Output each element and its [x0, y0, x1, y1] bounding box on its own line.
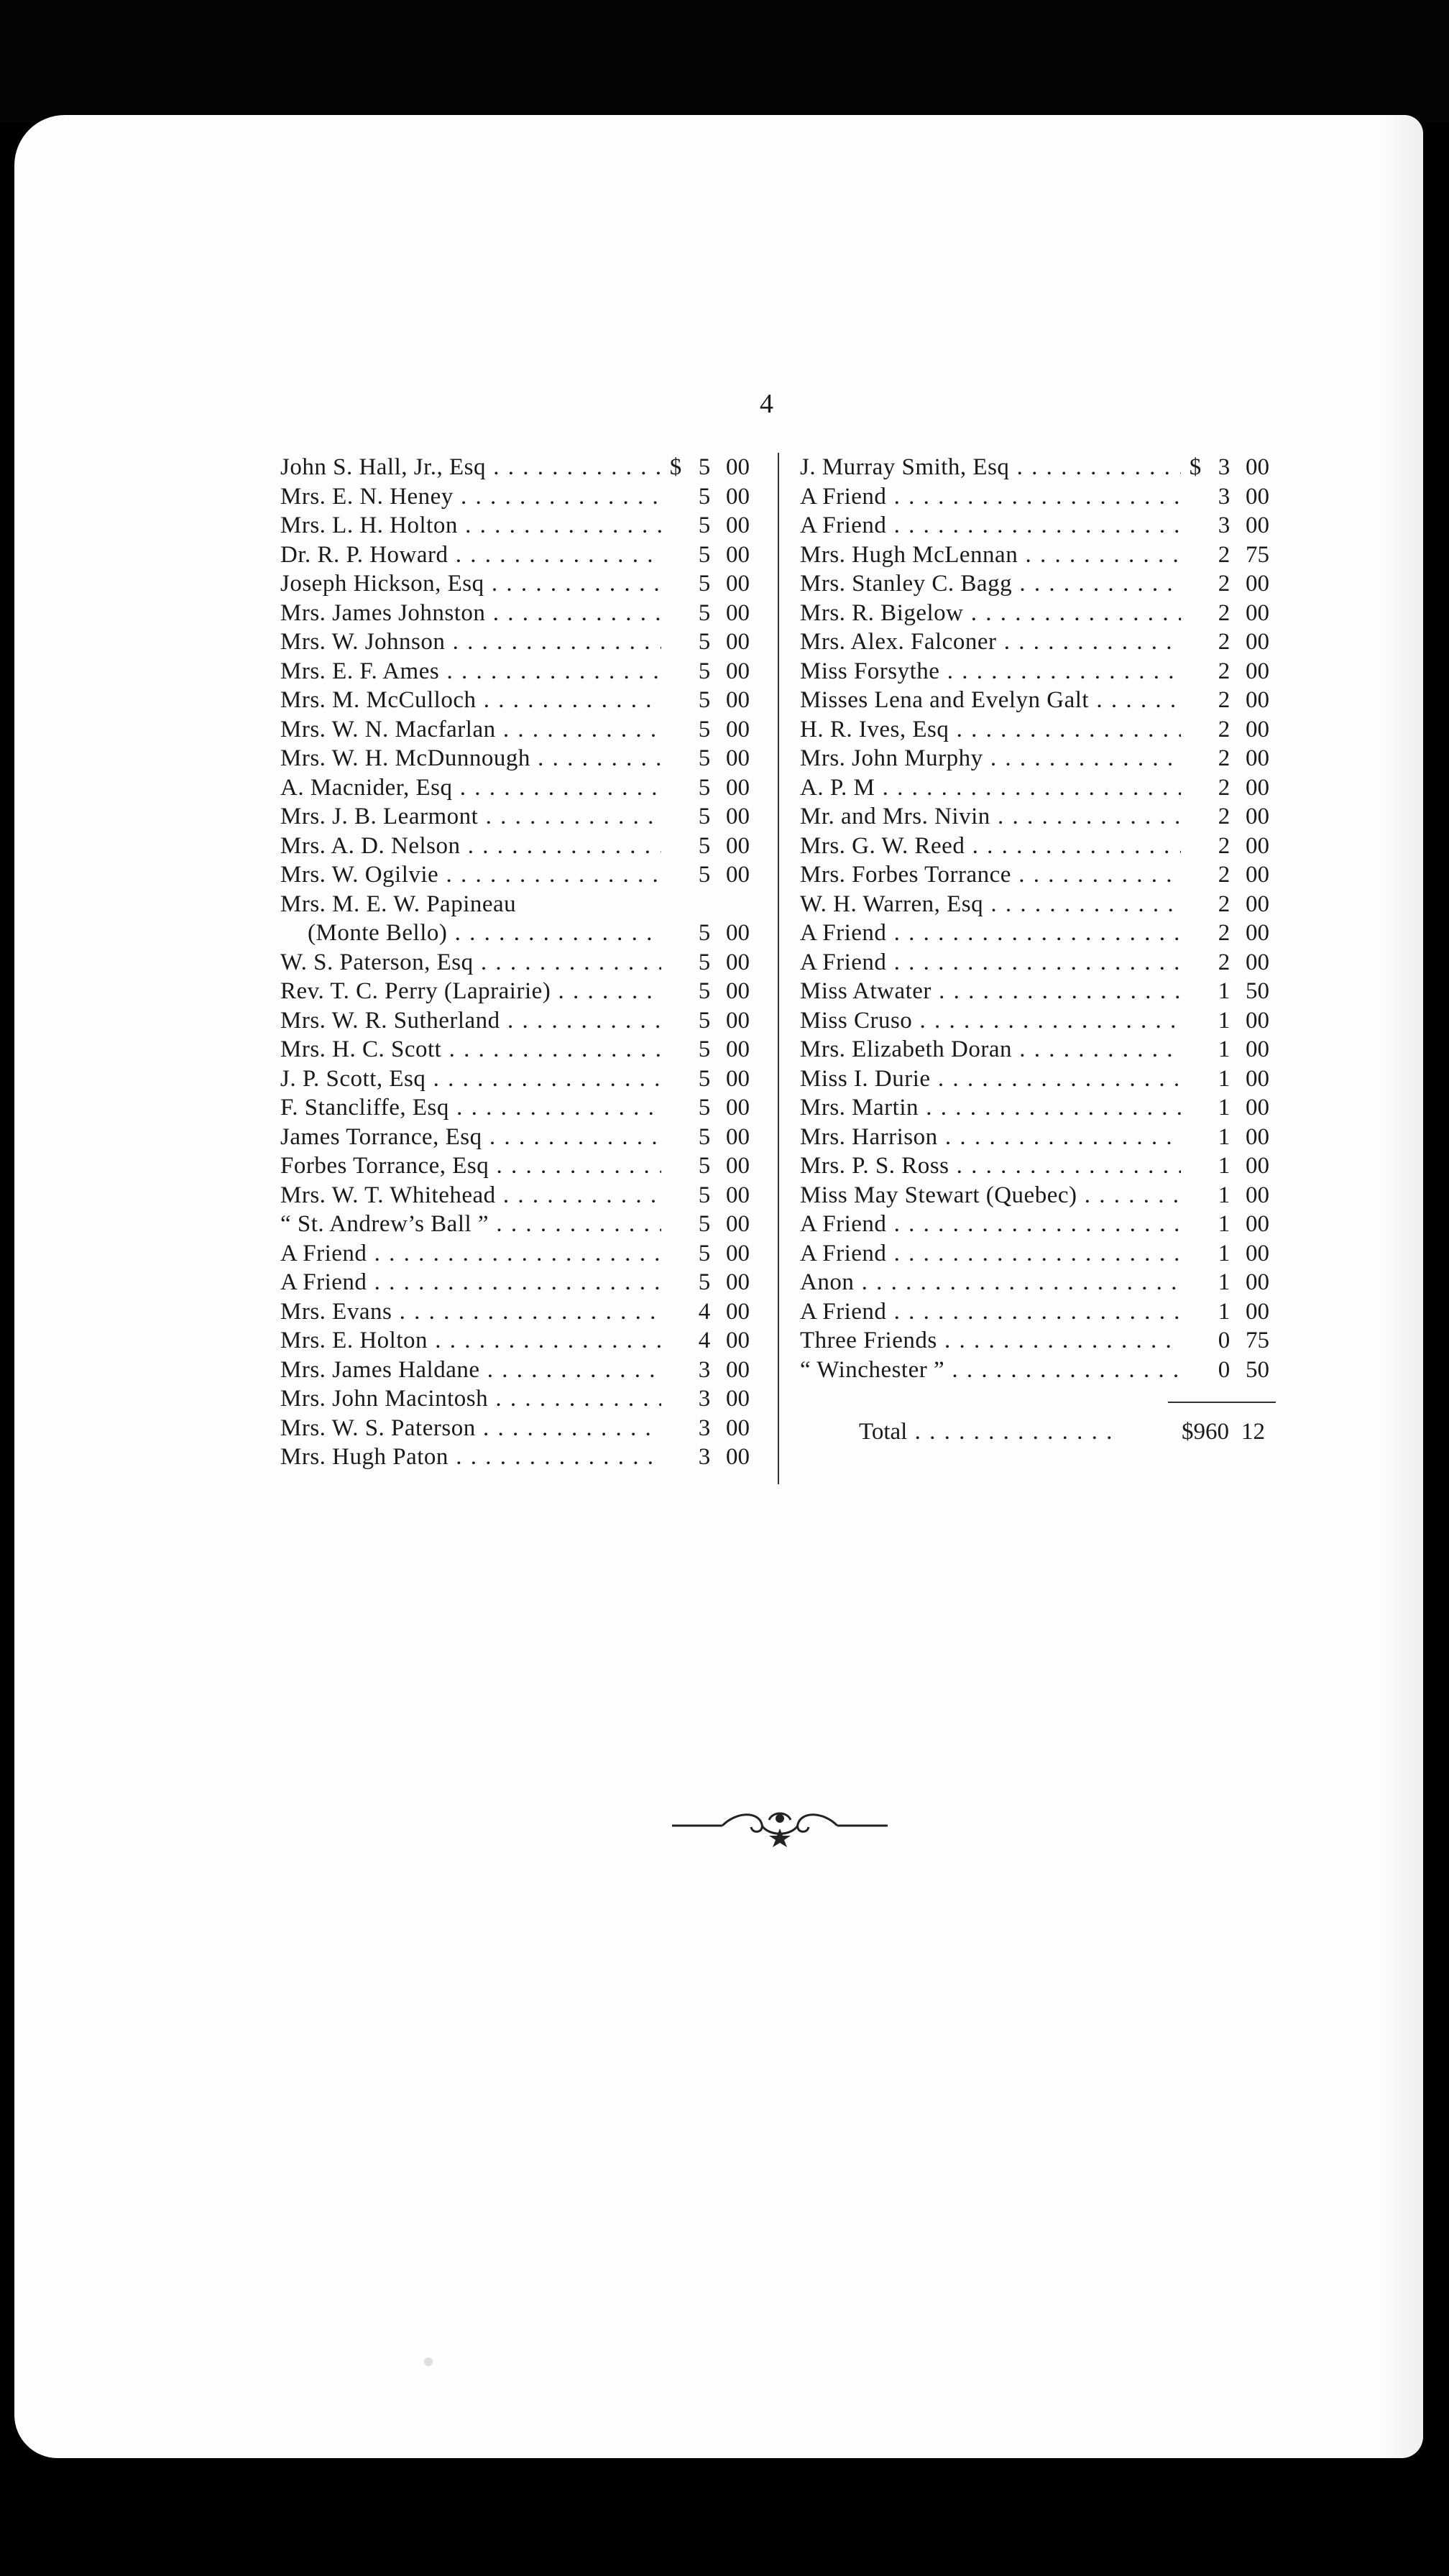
donor-name: A Friend . . .: [800, 511, 1181, 540]
amount-cents: 00: [726, 1182, 750, 1208]
amount-dollars: 2: [1218, 804, 1230, 829]
donation-row: [280, 1151, 760, 1181]
amount-cents: 00: [726, 1356, 750, 1383]
donor-name: Mrs. Hugh McLennan . . .: [800, 540, 1181, 570]
amount-dollars: 1: [1218, 1269, 1230, 1295]
amount-dollars: 5: [698, 483, 711, 510]
donor-name: Dr. R. P. Howard . . .: [280, 540, 661, 570]
flourish-ornament-icon: [672, 1804, 888, 1847]
donation-row: [280, 511, 760, 540]
donation-row: [800, 715, 1280, 745]
donation-row: [800, 569, 1280, 599]
donation-row: [800, 453, 1280, 482]
donation-row: [280, 686, 760, 715]
total-label: Total . . .: [859, 1419, 1113, 1445]
donation-row: [800, 511, 1280, 540]
amount-cents: 75: [1246, 541, 1269, 568]
donation-row: [800, 1297, 1280, 1327]
donor-name: Mrs. G. W. Reed . . .: [800, 832, 1181, 861]
amount-dollars: 5: [698, 512, 711, 538]
donation-row: [280, 802, 760, 832]
donor-name: Mrs. W. T. Whitehead . . .: [280, 1181, 661, 1210]
donor-name: Misses Lena and Evelyn Galt . . .: [800, 686, 1181, 715]
donation-row: [280, 948, 760, 978]
amount-dollars: 4: [698, 1328, 711, 1353]
amount-dollars: 5: [698, 1036, 711, 1062]
donor-name: Miss Cruso . . .: [800, 1006, 1181, 1036]
donation-row: [800, 1064, 1280, 1094]
amount-cents: 00: [1246, 1007, 1269, 1034]
amount-cents: 00: [726, 1386, 750, 1412]
donation-row: [800, 1268, 1280, 1297]
amount-cents: 00: [1246, 1095, 1269, 1121]
donor-name: Mrs. Harrison . . .: [800, 1123, 1181, 1152]
amount-dollars: 1: [1218, 1153, 1230, 1179]
donor-name: Mrs. James Johnston . . .: [280, 599, 661, 628]
amount-dollars: 2: [1218, 745, 1230, 771]
donation-row: [280, 569, 760, 599]
amount-cents: 00: [726, 774, 750, 801]
amount-dollars: 1: [1218, 978, 1230, 1004]
amount-cents: 00: [1246, 571, 1269, 597]
donation-row: [800, 832, 1280, 861]
amount-cents: 00: [726, 1298, 750, 1325]
donor-name: Anon . . .: [800, 1268, 1181, 1297]
donation-row: [800, 1123, 1280, 1152]
amount-cents: 00: [726, 512, 750, 538]
donation-row: [800, 773, 1280, 803]
amount-cents: 00: [1246, 891, 1269, 917]
amount-dollars: 2: [1218, 687, 1230, 713]
amount-dollars: 5: [698, 978, 711, 1004]
amount-cents: 00: [726, 1036, 750, 1062]
donor-name: “ St. Andrew’s Ball ” . . .: [280, 1210, 661, 1239]
amount-cents: 00: [1246, 1036, 1269, 1062]
amount-dollars: 0: [1218, 1328, 1230, 1353]
donor-name: A Friend . . .: [800, 1210, 1181, 1239]
donor-name: Mrs. Elizabeth Doran . . .: [800, 1035, 1181, 1064]
donation-row: [800, 1356, 1280, 1385]
amount-cents: 00: [1246, 804, 1269, 829]
amount-cents: 00: [726, 1240, 750, 1266]
amount-cents: 00: [726, 745, 750, 771]
donor-name: Mrs. L. H. Holton . . .: [280, 511, 661, 540]
amount-cents: 00: [1246, 454, 1269, 480]
donor-name: Miss May Stewart (Quebec) . . .: [800, 1181, 1181, 1210]
amount-cents: 00: [1246, 1123, 1269, 1150]
amount-dollars: 5: [698, 832, 711, 859]
amount-dollars: 5: [698, 1007, 711, 1034]
amount-dollars: 2: [1218, 832, 1230, 859]
amount-cents: 00: [1246, 745, 1269, 771]
amount-cents: 00: [726, 599, 750, 626]
amount-dollars: 5: [698, 774, 711, 801]
donor-name: A. P. M . . .: [800, 773, 1181, 803]
amount-cents: 00: [1246, 1298, 1269, 1325]
donor-name: Mrs. Martin . . .: [800, 1093, 1181, 1123]
amount-dollars: 5: [698, 716, 711, 742]
amount-cents: 00: [1246, 862, 1269, 888]
donation-row: [280, 1384, 760, 1414]
amount-cents: 50: [1246, 978, 1269, 1004]
donation-row: [800, 1239, 1280, 1269]
donation-row: [800, 890, 1280, 919]
amount-cents: 00: [726, 949, 750, 975]
donor-name: Mrs. J. B. Learmont . . .: [280, 802, 661, 832]
amount-dollars: 2: [1218, 862, 1230, 888]
amount-dollars: 5: [698, 745, 711, 771]
amount-cents: 00: [726, 1007, 750, 1034]
donation-row: [280, 657, 760, 686]
donor-name: Three Friends . . .: [800, 1326, 1181, 1356]
donation-row: [280, 1297, 760, 1327]
amount-cents: 00: [726, 687, 750, 713]
donor-name: A Friend . . .: [800, 948, 1181, 978]
amount-dollars: 4: [698, 1298, 711, 1325]
amount-dollars: 2: [1218, 949, 1230, 975]
amount-dollars: 5: [698, 920, 711, 946]
amount-dollars: 1: [1218, 1007, 1230, 1034]
amount-cents: 00: [726, 571, 750, 597]
donation-row: [280, 1210, 760, 1239]
donor-name: Mrs. W. N. Macfarlan . . .: [280, 715, 661, 745]
amount-dollars: 2: [1218, 629, 1230, 655]
donor-name: J. P. Scott, Esq . . .: [280, 1064, 661, 1094]
amount-cents: 00: [1246, 687, 1269, 713]
amount-dollars: 3: [698, 1356, 711, 1383]
amount-cents: 00: [1246, 949, 1269, 975]
amount-cents: 00: [1246, 1182, 1269, 1208]
donation-row: [280, 453, 760, 482]
donation-row: [800, 1006, 1280, 1036]
amount-dollars: 1: [1218, 1095, 1230, 1121]
donation-row: [800, 599, 1280, 628]
total-rule: [1168, 1402, 1276, 1403]
donor-name: Mrs. P. S. Ross . . .: [800, 1151, 1181, 1181]
amount-dollars: 3: [1218, 512, 1230, 538]
amount-cents: 00: [1246, 483, 1269, 510]
donation-row: [280, 832, 760, 861]
amount-dollars: 3: [698, 1414, 711, 1441]
donor-name: Mrs. W. S. Paterson . . .: [280, 1414, 661, 1443]
amount-dollars: 5: [698, 1153, 711, 1179]
amount-dollars: 1: [1218, 1065, 1230, 1092]
donation-row: [280, 1268, 760, 1297]
donor-name: Miss Atwater . . .: [800, 977, 1181, 1006]
donation-row: [280, 715, 760, 745]
donation-row: [280, 1123, 760, 1152]
donation-row: [800, 977, 1280, 1006]
donation-row: [800, 1181, 1280, 1210]
donor-name: Miss I. Durie . . .: [800, 1064, 1181, 1094]
amount-dollars: 5: [698, 1269, 711, 1295]
donor-name: H. R. Ives, Esq . . .: [800, 715, 1181, 745]
donation-row: [280, 482, 760, 512]
amount-cents: 00: [726, 1065, 750, 1092]
donation-row: [800, 1035, 1280, 1064]
amount-cents: 00: [1246, 920, 1269, 946]
donation-row: [280, 1356, 760, 1385]
donor-name: Mrs. James Haldane . . .: [280, 1356, 661, 1385]
donation-row: [800, 686, 1280, 715]
amount-cents: 00: [726, 629, 750, 655]
donation-row: [280, 773, 760, 803]
amount-cents: 00: [726, 541, 750, 568]
donor-name: Mrs. Hugh Paton . . .: [280, 1443, 661, 1472]
subscriber-list-right: [800, 453, 1280, 1384]
donation-row: [280, 860, 760, 890]
donor-name: Mrs. M. McCulloch . . .: [280, 686, 661, 715]
donation-row: [800, 540, 1280, 570]
donation-row: [280, 1006, 760, 1036]
donor-name: Mrs. E. N. Heney . . .: [280, 482, 661, 512]
donation-row: [280, 1326, 760, 1356]
donor-name: A Friend . . .: [280, 1268, 661, 1297]
donation-row: [800, 1210, 1280, 1239]
amount-dollars: 2: [1218, 716, 1230, 742]
donor-name: F. Stancliffe, Esq . . .: [280, 1093, 661, 1123]
donation-row: [280, 1035, 760, 1064]
subscriber-list-left: [280, 453, 760, 1472]
donor-name: A Friend . . .: [800, 482, 1181, 512]
amount-dollars: 2: [1218, 891, 1230, 917]
donor-name: Miss Forsythe . . .: [800, 657, 1181, 686]
amount-dollars: 5: [698, 599, 711, 626]
amount-dollars: 5: [698, 1065, 711, 1092]
amount-cents: 00: [1246, 629, 1269, 655]
donor-name: J. Murray Smith, Esq . . .: [800, 453, 1181, 482]
donor-name: A Friend . . .: [800, 1297, 1181, 1327]
donor-name: (Monte Bello) . . .: [308, 919, 661, 948]
donation-row: [800, 657, 1280, 686]
page-edge-shadow: [1380, 115, 1423, 2458]
donation-row: [800, 744, 1280, 773]
donor-name: Mrs. John Murphy . . .: [800, 744, 1181, 773]
donation-row: [280, 977, 760, 1006]
amount-cents: 00: [1246, 1269, 1269, 1295]
total-cents: 12: [1241, 1419, 1265, 1445]
donor-name: Mrs. W. Ogilvie . . .: [280, 860, 661, 890]
total-row: [859, 1417, 1283, 1446]
amount-dollars: 2: [1218, 774, 1230, 801]
donor-name: Mrs. Stanley C. Bagg . . .: [800, 569, 1181, 599]
amount-cents: 00: [1246, 1065, 1269, 1092]
column-divider: [778, 453, 779, 1484]
amount-cents: 00: [726, 1414, 750, 1441]
amount-cents: 75: [1246, 1328, 1269, 1353]
amount-dollars: 3: [698, 1444, 711, 1470]
donor-name: John S. Hall, Jr., Esq . . .: [280, 453, 661, 482]
amount-cents: 00: [726, 483, 750, 510]
donation-row: [280, 1239, 760, 1269]
donation-row: [800, 482, 1280, 512]
donation-row: [800, 860, 1280, 890]
donation-row: [280, 919, 760, 948]
donation-row: [280, 1093, 760, 1123]
donation-row: [280, 890, 760, 919]
donor-name: Mrs. Forbes Torrance . . .: [800, 860, 1181, 890]
amount-dollars: 5: [698, 454, 711, 480]
amount-cents: 00: [1246, 1211, 1269, 1237]
donor-name: Mrs. W. H. McDunnough . . .: [280, 744, 661, 773]
donor-name: Mrs. R. Bigelow . . .: [800, 599, 1181, 628]
amount-cents: 00: [726, 978, 750, 1004]
donor-name: W. S. Paterson, Esq . . .: [280, 948, 661, 978]
amount-cents: 00: [726, 1211, 750, 1237]
amount-cents: 00: [726, 920, 750, 946]
amount-cents: 00: [1246, 599, 1269, 626]
donor-name: Joseph Hickson, Esq . . .: [280, 569, 661, 599]
donor-name: A Friend . . .: [800, 1239, 1181, 1269]
amount-cents: 00: [726, 804, 750, 829]
donation-row: [280, 744, 760, 773]
donation-row: [280, 1064, 760, 1094]
amount-dollars: 1: [1218, 1182, 1230, 1208]
amount-dollars: 5: [698, 862, 711, 888]
amount-dollars: 5: [698, 571, 711, 597]
amount-dollars: 5: [698, 1240, 711, 1266]
amount-cents: 00: [726, 1328, 750, 1353]
amount-cents: 00: [726, 454, 750, 480]
donor-name: Mrs. W. R. Sutherland . . .: [280, 1006, 661, 1036]
donation-row: [800, 1326, 1280, 1356]
amount-dollars: 5: [698, 949, 711, 975]
donor-name: A. Macnider, Esq . . .: [280, 773, 661, 803]
donation-row: [280, 627, 760, 657]
donor-name: A Friend . . .: [800, 919, 1181, 948]
donor-name: Mrs. John Macintosh . . .: [280, 1384, 661, 1414]
donor-name: “ Winchester ” . . .: [800, 1356, 1181, 1385]
amount-dollars: 5: [698, 1095, 711, 1121]
amount-cents: 00: [726, 832, 750, 859]
donor-name: Mrs. W. Johnson . . .: [280, 627, 661, 657]
amount-cents: 00: [726, 716, 750, 742]
amount-dollars: 5: [698, 1211, 711, 1237]
dollar-sign: $: [1189, 454, 1202, 480]
amount-dollars: 5: [698, 1182, 711, 1208]
amount-cents: 00: [726, 1095, 750, 1121]
amount-dollars: 1: [1218, 1240, 1230, 1266]
donation-row: [800, 919, 1280, 948]
donation-row: [280, 1443, 760, 1472]
donor-name: Mrs. Alex. Falconer . . .: [800, 627, 1181, 657]
donor-name: A Friend . . .: [280, 1239, 661, 1269]
amount-dollars: 2: [1218, 599, 1230, 626]
donation-row: [280, 540, 760, 570]
amount-dollars: 5: [698, 658, 711, 684]
amount-dollars: 2: [1218, 571, 1230, 597]
donor-name: Mrs. E. F. Ames . . .: [280, 657, 661, 686]
donor-name: Rev. T. C. Perry (Laprairie) . . .: [280, 977, 661, 1006]
amount-cents: 00: [726, 1153, 750, 1179]
donation-row: [280, 1181, 760, 1210]
amount-cents: 00: [1246, 1153, 1269, 1179]
amount-cents: 00: [726, 1444, 750, 1470]
donation-row: [800, 627, 1280, 657]
donor-name: Forbes Torrance, Esq . . .: [280, 1151, 661, 1181]
donor-name: Mr. and Mrs. Nivin . . .: [800, 802, 1181, 832]
donor-name: Mrs. Evans . . .: [280, 1297, 661, 1327]
donor-name: Mrs. A. D. Nelson . . .: [280, 832, 661, 861]
amount-cents: 00: [1246, 832, 1269, 859]
donor-name: Mrs. M. E. W. Papineau: [280, 891, 517, 917]
page-number: 4: [760, 389, 773, 419]
donor-name: W. H. Warren, Esq . . .: [800, 890, 1181, 919]
donation-row: [800, 948, 1280, 978]
amount-dollars: 3: [1218, 483, 1230, 510]
amount-dollars: 1: [1218, 1123, 1230, 1150]
donor-name: James Torrance, Esq . . .: [280, 1123, 661, 1152]
amount-dollars: 1: [1218, 1211, 1230, 1237]
donation-row: [800, 1151, 1280, 1181]
amount-dollars: 3: [1218, 454, 1230, 480]
paper-speck: [424, 2358, 433, 2366]
total-amount: $960: [1182, 1419, 1229, 1445]
amount-cents: 00: [726, 658, 750, 684]
amount-cents: 00: [1246, 658, 1269, 684]
amount-dollars: 2: [1218, 658, 1230, 684]
amount-dollars: 3: [698, 1386, 711, 1412]
amount-dollars: 1: [1218, 1036, 1230, 1062]
amount-dollars: 0: [1218, 1356, 1230, 1383]
donation-row: [800, 1093, 1280, 1123]
amount-dollars: 1: [1218, 1298, 1230, 1325]
amount-dollars: 5: [698, 804, 711, 829]
amount-cents: 00: [726, 1123, 750, 1150]
donor-name: Mrs. E. Holton . . .: [280, 1326, 661, 1356]
amount-dollars: 5: [698, 687, 711, 713]
donation-row: [280, 1414, 760, 1443]
amount-dollars: 2: [1218, 541, 1230, 568]
amount-cents: 00: [1246, 774, 1269, 801]
donation-row: [800, 802, 1280, 832]
donor-name: Mrs. H. C. Scott . . .: [280, 1035, 661, 1064]
amount-dollars: 5: [698, 1123, 711, 1150]
amount-cents: 00: [1246, 512, 1269, 538]
amount-cents: 50: [1246, 1356, 1269, 1383]
scan-background: [0, 0, 1449, 122]
dollar-sign: $: [669, 454, 682, 480]
amount-cents: 00: [1246, 1240, 1269, 1266]
amount-cents: 00: [726, 862, 750, 888]
amount-dollars: 2: [1218, 920, 1230, 946]
amount-dollars: 5: [698, 541, 711, 568]
amount-cents: 00: [1246, 716, 1269, 742]
amount-cents: 00: [726, 1269, 750, 1295]
donation-row: [280, 599, 760, 628]
amount-dollars: 5: [698, 629, 711, 655]
